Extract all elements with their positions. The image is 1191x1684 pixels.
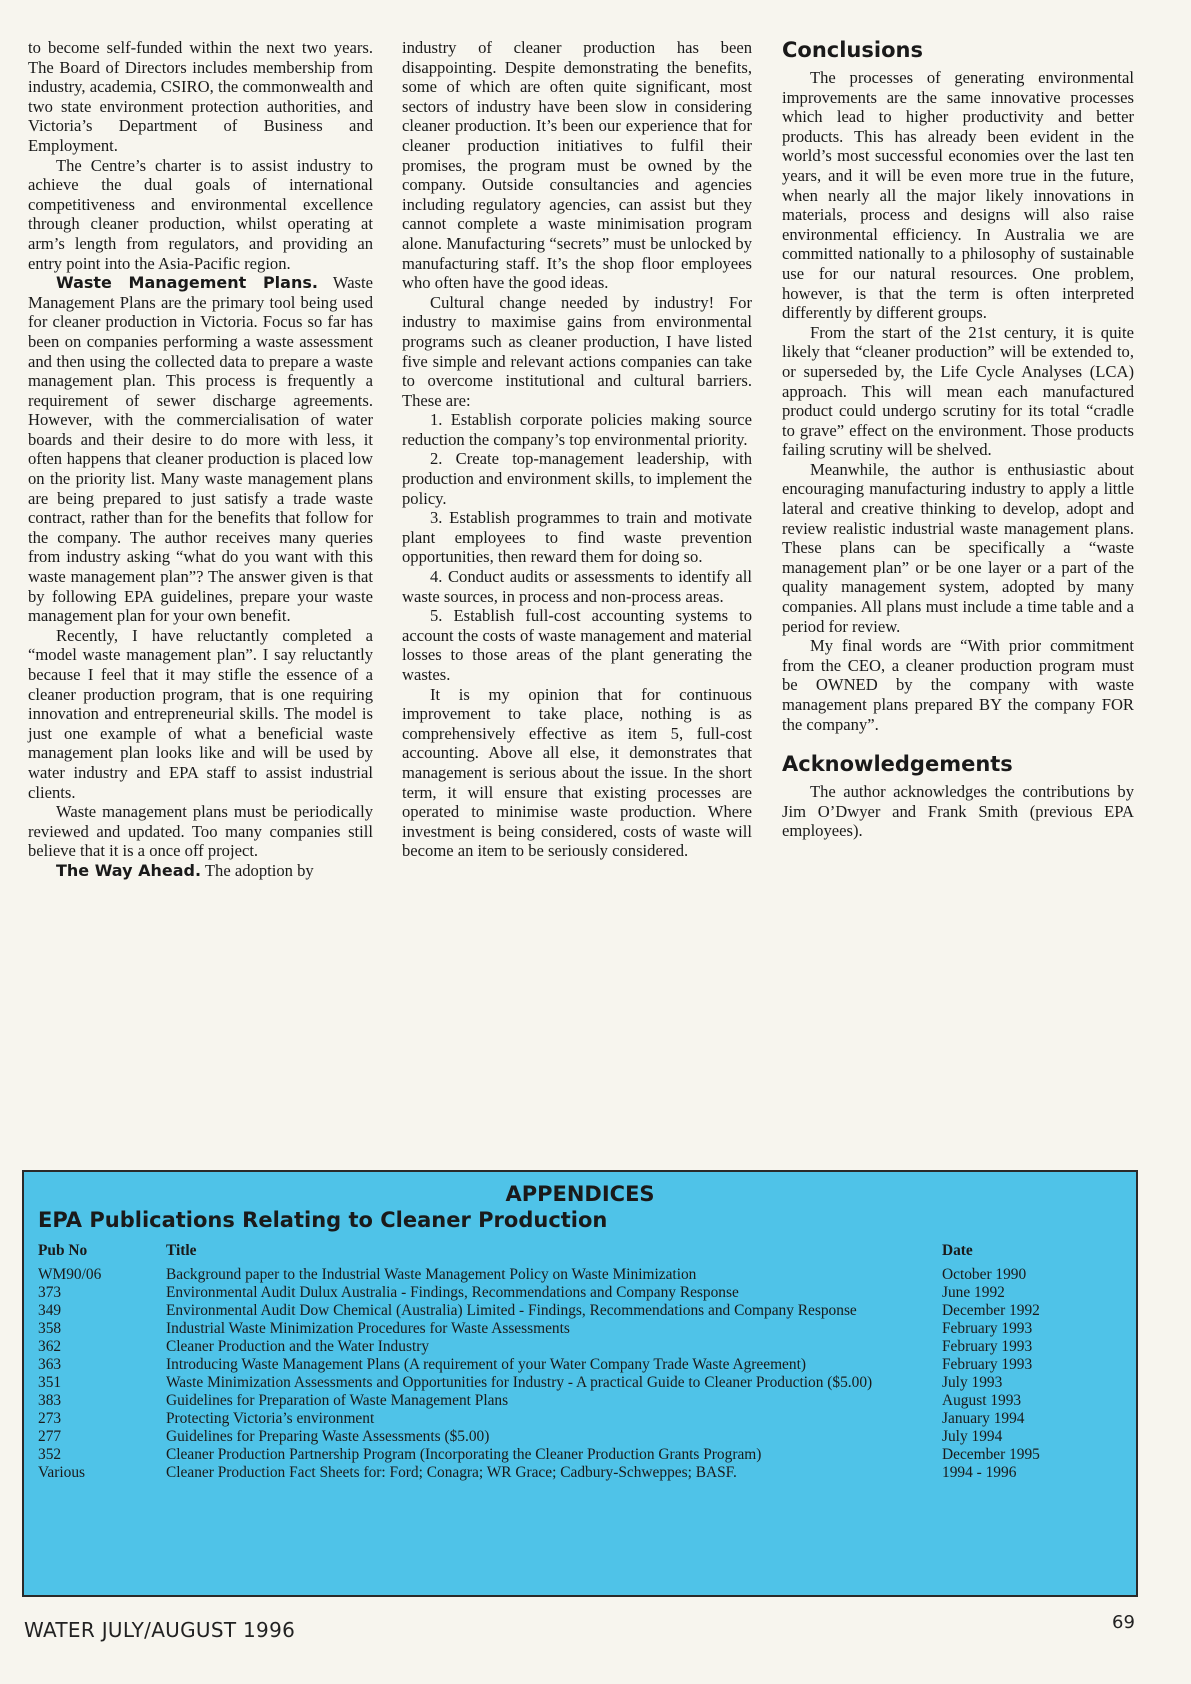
table-row [38,1374,1128,1392]
paragraph: My final words are “With prior commitment from the CEO, a cleaner production program must be OWNED by the company with waste management plans prepared BY the company FOR the company”. [782,636,1134,734]
publications-table [38,1242,1128,1482]
date-cell: December 1992 [942,1302,1040,1319]
date-cell: February 1993 [942,1320,1033,1337]
pub-no-cell: 277 [38,1428,62,1445]
list-item: 3. Establish programmes to train and motivate plant employees to find waste prevention opportunities, then reward them for doing so. [402,508,752,567]
paragraph-text: The adoption by [204,860,314,880]
date-cell: July 1993 [942,1374,1003,1391]
list-item: 2. Create top-management leadership, with production and environment skills, to implement the policy. [402,449,752,508]
column-header-title: Title [166,1242,197,1259]
table-row [38,1284,1128,1302]
table-row [38,1320,1128,1338]
list-item: 4. Conduct audits or assessments to identify all waste sources, in process and non-process areas. [402,567,752,606]
title-cell: Industrial Waste Minimization Procedures for Waste Assessments [166,1320,570,1337]
title-cell: Environmental Audit Dulux Australia - Findings, Recommendations and Company Response [166,1284,739,1301]
date-cell: December 1995 [942,1446,1040,1463]
list-item: 5. Establish full-cost accounting systems to account the costs of waste management and material losses to those areas of the plant generating the wastes. [402,606,752,684]
article-column-2 [402,38,752,861]
title-cell: Background paper to the Industrial Waste Management Policy on Waste Minimization [166,1266,697,1283]
paragraph: It is my opinion that for continuous improvement to take place, nothing is as comprehensively effective as item 5, full-cost accounting. Above all else, it demonstrates that management is serious about the issue. In the short term, it will ensure that existing processes are operated to minimise waste production. Where investment is being considered, costs of waste will become an item to be seriously considered. [402,684,752,861]
table-row [38,1464,1128,1482]
date-cell: June 1992 [942,1284,1005,1301]
title-cell: Protecting Victoria’s environment [166,1410,375,1427]
paragraph: The author acknowledges the contributions by Jim O’Dwyer and Frank Smith (previous EPA employees). [782,782,1134,841]
date-cell: January 1994 [942,1410,1025,1427]
pub-no-cell: 362 [38,1338,62,1355]
table-row [38,1446,1128,1464]
title-cell: Introducing Waste Management Plans (A requirement of your Water Company Trade Waste Agreement) [166,1356,806,1373]
column-header-date: Date [942,1242,973,1259]
paragraph: Recently, I have reluctantly completed a “model waste management plan”. I say reluctantly because I feel that it may stifle the essence of a cleaner production program, that is one requiring innovation and entrepreneurial skills. The model is just one example of what a beneficial waste management plan looks like and will be used by water industry and EPA staff to assist industrial clients. [28,625,373,802]
article-column-1 [28,38,373,881]
table-row [38,1410,1128,1428]
list-item: 1. Establish corporate policies making source reduction the company’s top environmental priority. [402,410,752,449]
paragraph: The Centre’s charter is to assist industry to achieve the dual goals of international competitiveness and environmental excellence through cleaner production, whilst operating at arm’s length from regulators, and providing an entry point into the Asia-Pacific region. [28,155,373,273]
paragraph: The processes of generating environmental improvements are the same innovative processes which lead to higher productivity and better products. This has already been evident in the world’s most successful economies over the last ten years, and it will be even more true in the future, when nearly all the major likely innovations in materials, process and designs will also raise environmental efficiency. In Australia we are committed nationally to a philosophy of sustainable use for our natural resources. One problem, however, is that the term is often interpreted differently by different groups. [782,68,1134,323]
run-in-heading: The Way Ahead. [56,860,202,880]
title-cell: Cleaner Production and the Water Industry [166,1338,430,1355]
paragraph: Cultural change needed by industry! For industry to maximise gains from environmental programs such as cleaner production, I have listed five simple and relevant actions companies can take to overcome institutional and cultural barriers. These are: [402,292,752,410]
article-column-3 [782,38,1134,841]
title-cell: Cleaner Production Fact Sheets for: Ford; Conagra; WR Grace; Cadbury-Schweppes; BASF. [166,1464,737,1481]
table-row [38,1338,1128,1356]
table-row [38,1392,1128,1410]
date-cell: October 1990 [942,1266,1027,1283]
pub-no-cell: WM90/06 [38,1266,102,1283]
pub-no-cell: 273 [38,1410,62,1427]
title-cell: Cleaner Production Partnership Program (Incorporating the Cleaner Production Grants Program) [166,1446,762,1463]
acknowledgements-heading: Acknowledgements [782,752,1013,777]
run-in-heading: Waste Management Plans. [56,273,318,293]
pub-no-cell: 383 [38,1392,62,1409]
paragraph: to become self-funded within the next two years. The Board of Directors includes membership from industry, academia, CSIRO, the commonwealth and two state environment protection authorities, and Victoria’s Department of Business and Employment. [28,38,373,155]
title-cell: Guidelines for Preparing Waste Assessments ($5.00) [166,1428,490,1445]
pub-no-cell: 358 [38,1320,62,1337]
appendix-subheading: EPA Publications Relating to Cleaner Production [38,1208,608,1232]
title-cell: Environmental Audit Dow Chemical (Australia) Limited - Findings, Recommendations and Company Response [166,1302,857,1319]
appendix-box [22,1170,1138,1597]
table-row [38,1428,1128,1446]
pub-no-cell: 373 [38,1284,62,1301]
column-header-pub-no: Pub No [38,1242,88,1259]
page-number: 69 [1112,1612,1135,1633]
date-cell: February 1993 [942,1338,1033,1355]
paragraph: industry of cleaner production has been disappointing. Despite demonstrating the benefits, some of which are often quite significant, most sectors of industry have been slow in considering cleaner production. It’s been our experience that for cleaner production initiatives to fulfil their promises, the program must be owned by the company. Outside consultancies and agencies including regulatory agencies, can assist but they cannot complete a waste minimisation program alone. Manufacturing “secrets” must be unlocked by manufacturing staff. It’s the shop floor employees who often have the good ideas. [402,38,752,293]
date-cell: July 1994 [942,1428,1003,1445]
date-cell: February 1993 [942,1356,1033,1373]
date-cell: August 1993 [942,1392,1022,1409]
journal-footer: WATER JULY/AUGUST 1996 [24,1618,296,1642]
table-header-row [38,1242,1128,1266]
pub-no-cell: 351 [38,1374,62,1391]
paragraph-waste-management-plans [28,273,373,626]
pub-no-cell: 352 [38,1446,62,1463]
pub-no-cell: Various [38,1464,86,1481]
date-cell: 1994 - 1996 [942,1464,1017,1481]
pub-no-cell: 349 [38,1302,62,1319]
paragraph-text: Waste Management Plans are the primary tool being used for cleaner production in Victoria. Focus so far has been on companies performing a waste assessment and then using the collected data to prepare a waste management plan. This process is frequently a requirement of sewer discharge agreements. However, with the commercialisation of water boards and their desire to do more with less, it often happens that cleaner production is placed low on the priority list. Many waste management plans are being prepared to just satisfy a trade waste contract, rather than for the benefits that follow for the company. The author receives many queries from industry asking “what do you want with this waste management plan”? The answer given is that by following EPA guidelines, prepare your waste management plan for your own benefit. [28,273,373,626]
title-cell: Waste Minimization Assessments and Opportunities for Industry - A practical Guide to Cleaner Production ($5.00) [166,1374,873,1391]
paragraph: Meanwhile, the author is enthusiastic about encouraging manufacturing industry to apply a little lateral and creative thinking to develop, adopt and review realistic industrial waste management plans. These plans can be specifically a “waste management plan” or be one layer or a part of the quality management system, adopted by many companies. All plans must include a time table and a period for review. [782,459,1134,636]
paragraph: Waste management plans must be periodically reviewed and updated. Too many companies still believe that it is a once off project. [28,802,373,861]
table-row [38,1302,1128,1320]
conclusions-heading: Conclusions [782,38,923,62]
title-cell: Guidelines for Preparation of Waste Management Plans [166,1392,509,1409]
appendix-heading: APPENDICES [505,1182,655,1206]
table-row [38,1356,1128,1374]
paragraph: From the start of the 21st century, it is quite likely that “cleaner production” will be extended to, or superseded by, the Life Cycle Analyses (LCA) approach. This will mean each manufactured product could undergo scrutiny for its total “cradle to grave” effect on the environment. Those products failing scrutiny will be shelved. [782,322,1134,460]
table-row [38,1266,1128,1284]
paragraph-the-way-ahead [28,861,373,881]
pub-no-cell: 363 [38,1356,62,1373]
